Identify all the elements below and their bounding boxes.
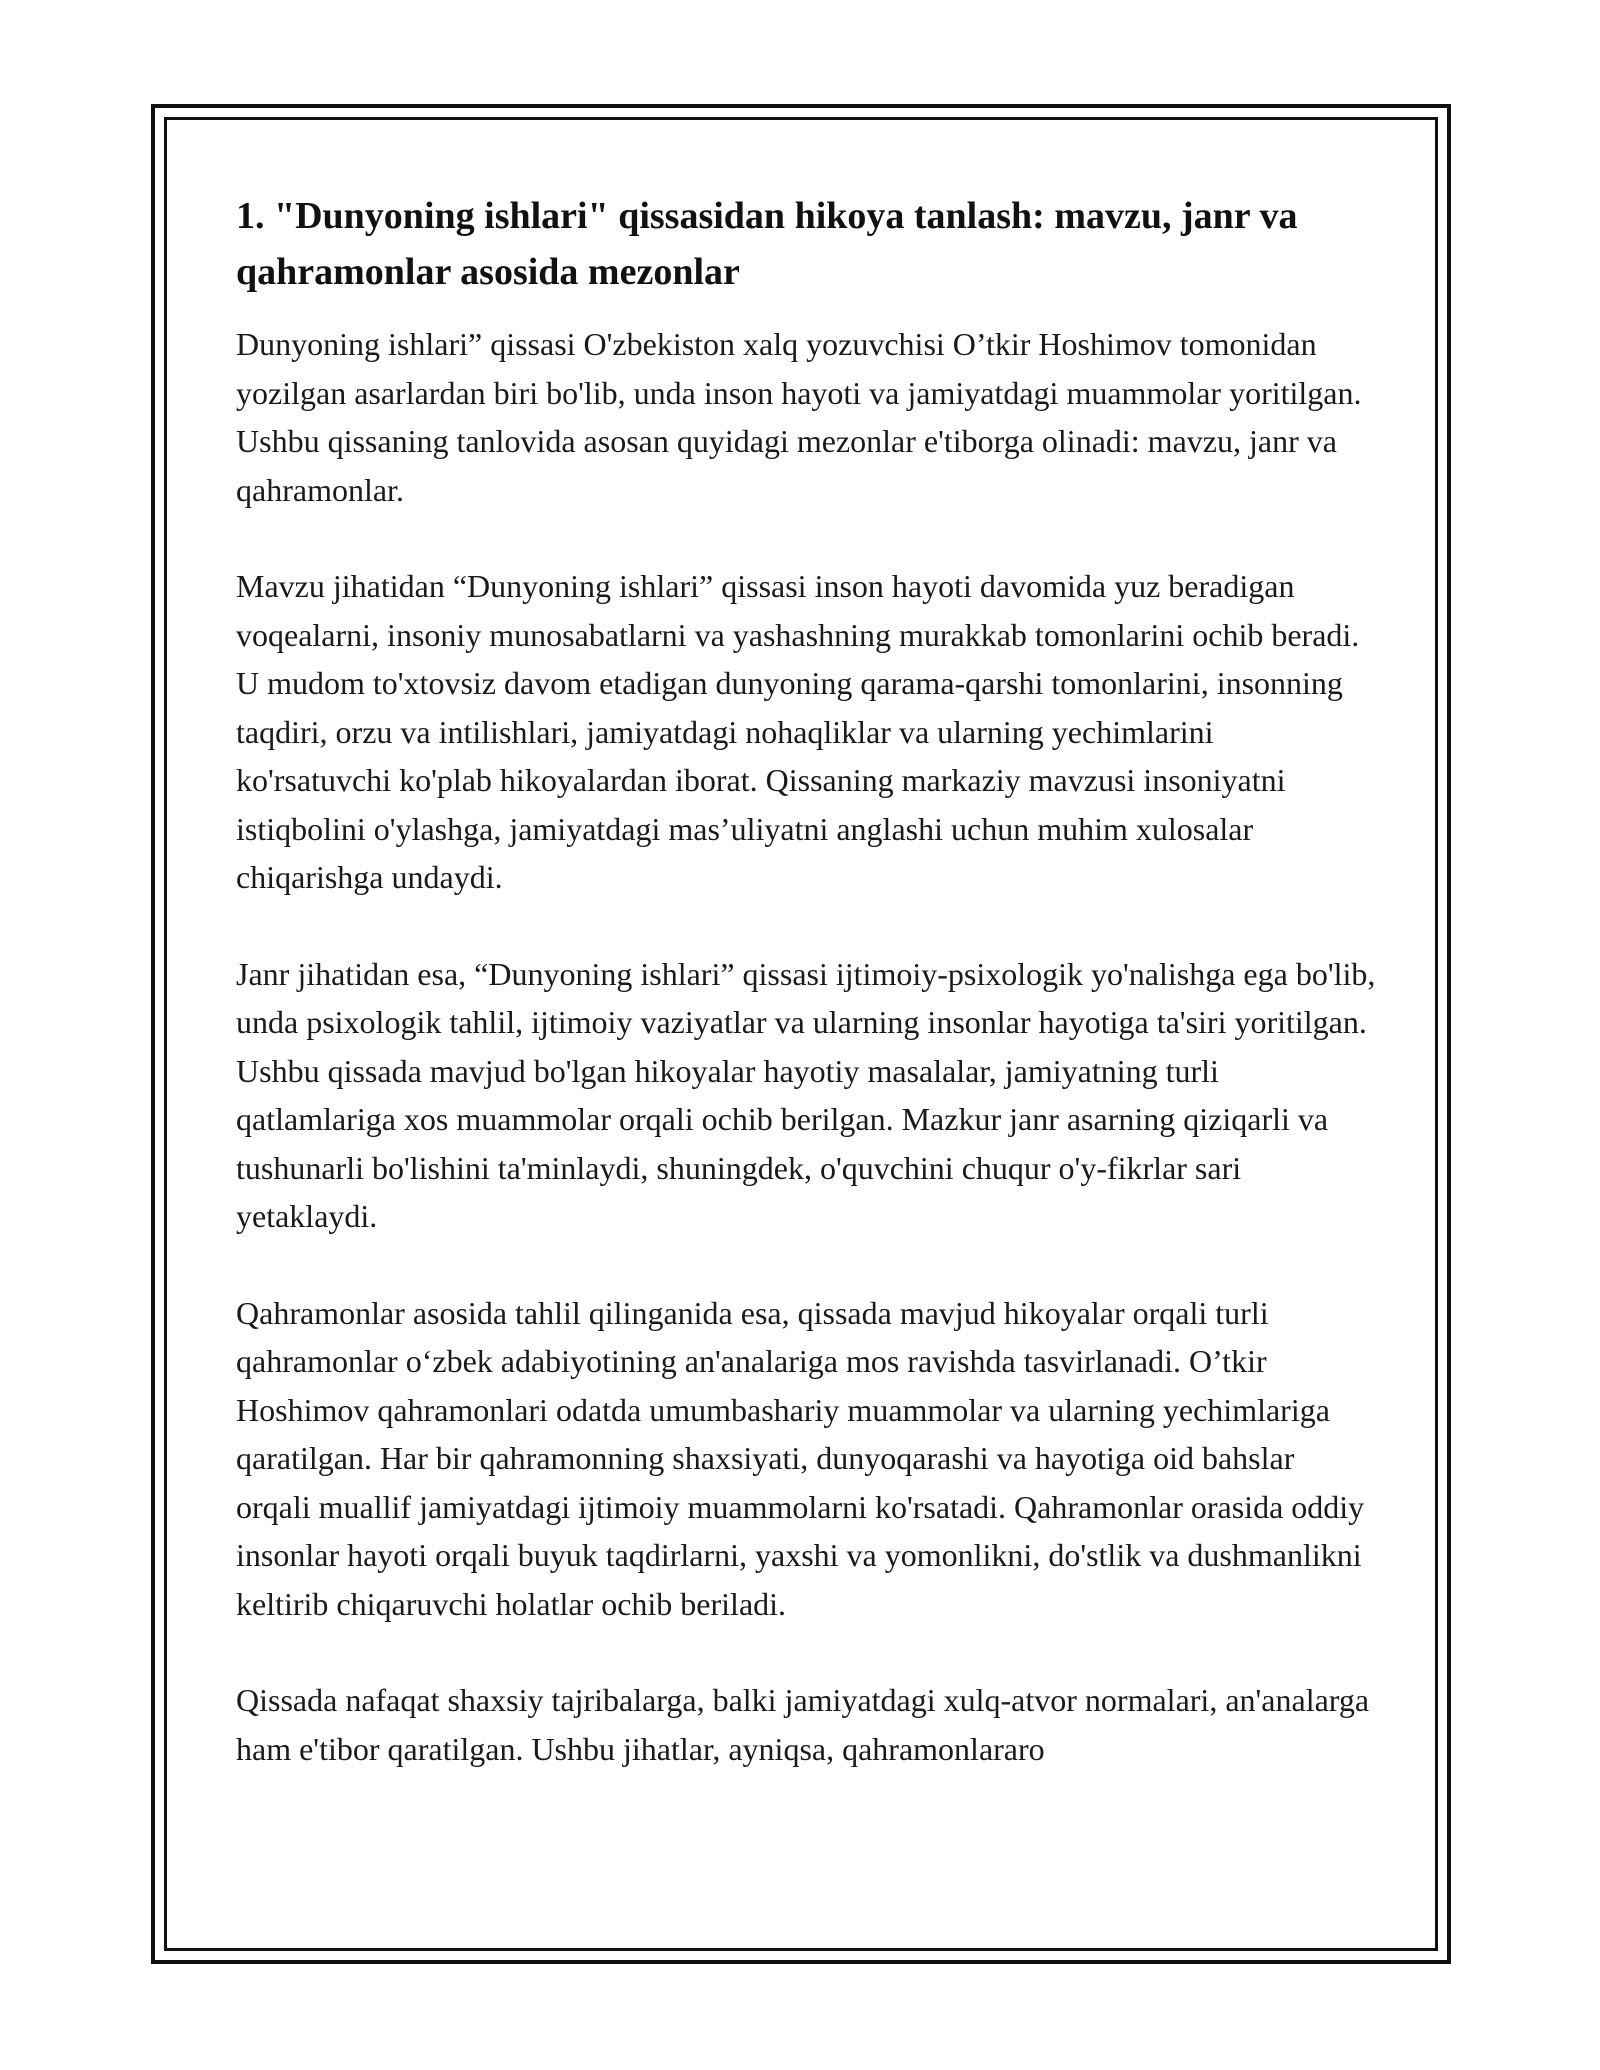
paragraph-intro: Dunyoning ishlari” qissasi O'zbekiston xalq yozuvchisi O’tkir Hoshimov tomonidan yozilgan asarlardan biri bo'lib, unda inson hayoti va jamiyatdagi muammolar yoritilgan. Ushbu qissaning tanlovida asosan quyidagi mezonlar e'tiborga olinadi: mavzu, janr va qahramonlar.	[236, 326, 1362, 508]
paragraph-norms: Qissada nafaqat shaxsiy tajribalarga, balki jamiyatdagi xulq-atvor normalari, an'analarga ham e'tibor qaratilgan. Ushbu jihatlar, ayniqsa, qahramonlararo	[236, 1682, 1370, 1767]
paragraph-theme: Mavzu jihatidan “Dunyoning ishlari” qissasi inson hayoti davomida yuz beradigan voqealarni, insoniy munosabatlarni va yashashning murakkab tomonlarini ochib beradi. U mudom to'xtovsiz davom etadigan dunyoning qarama-qarshi tomonlarini, insonning taqdiri, orzu va intilishlari, jamiyatdagi nohaqliklar va ularning yechimlarini ko'rsatuvchi ko'plab hikoyalardan iborat. Qissaning markaziy mavzusi insoniyatni istiqbolini o'ylashga, jamiyatdagi mas’uliyatni anglashi uchun muhim xulosalar chiqarishga undaydi.	[236, 568, 1360, 895]
document-body	[236, 188, 1376, 1821]
paragraph-genre: Janr jihatidan esa, “Dunyoning ishlari” qissasi ijtimoiy-psixologik yo'nalishga ega bo'lib, unda psixologik tahlil, ijtimoiy vaziyatlar va ularning insonlar hayotiga ta'siri yoritilgan. Ushbu qissada mavjud bo'lgan hikoyalar hayotiy masalalar, jamiyatning turli qatlamlariga xos muammolar orqali ochib berilgan. Mazkur janr asarning qiziqarli va tushunarli bo'lishini ta'minlaydi, shuningdek, o'quvchini chuqur o'y-fikrlar sari yetaklaydi.	[236, 955, 1376, 1234]
section-heading: 1. "Dunyoning ishlari" qissasidan hikoya tanlash: mavzu, janr va qahramonlar asosida mezonlar	[236, 195, 1298, 293]
paragraph-characters: Qahramonlar asosida tahlil qilinganida esa, qissada mavjud hikoyalar orqali turli qahramonlar o‘zbek adabiyotining an'analariga mos ravishda tasvirlanadi. O’tkir Hoshimov qahramonlari odatda umumbashariy muammolar va ularning yechimlariga qaratilgan. Har bir qahramonning shaxsiyati, dunyoqarashi va hayotiga oid bahslar orqali muallif jamiyatdagi ijtimoiy muammolarni ko'rsatadi. Qahramonlar orasida oddiy insonlar hayoti orqali buyuk taqdirlarni, yaxshi va yomonlikni, do'stlik va dushmanlikni keltirib chiqaruvchi holatlar ochib beriladi.	[236, 1294, 1365, 1622]
